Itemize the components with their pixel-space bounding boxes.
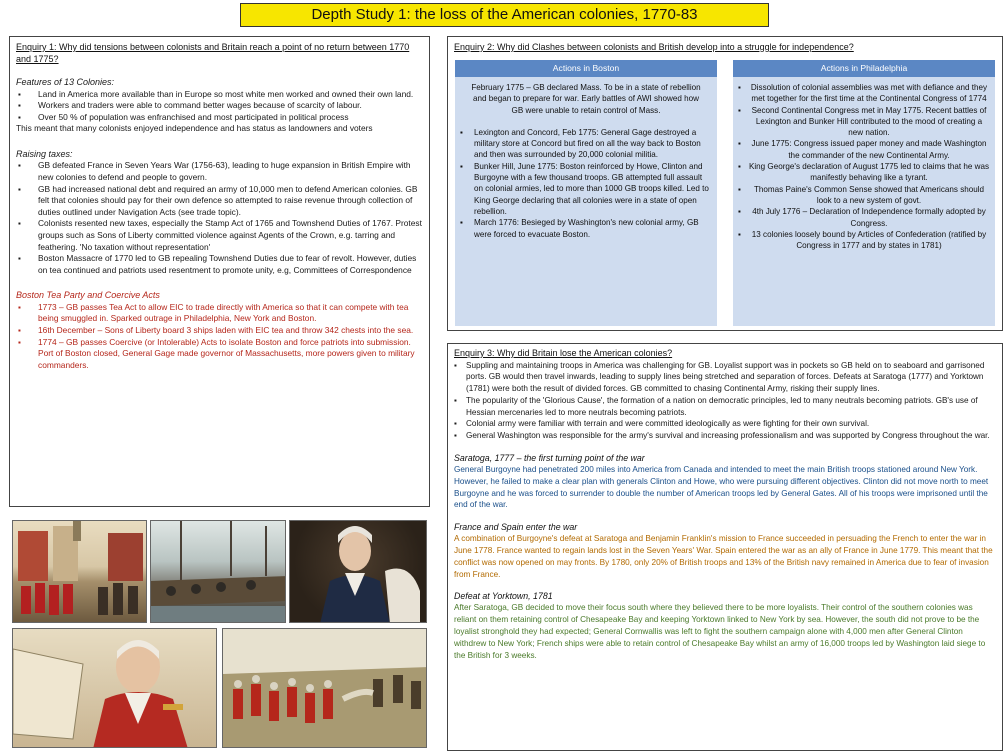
list-item: ▪ 1773 – GB passes Tea Act to allow EIC to trade directly with America so that it can compete with tea being smuggled in. Sparked outrage in Philadelphia, New York and Boston. (16, 302, 423, 325)
battle-scene-picture (222, 628, 427, 748)
enquiry3-heading: Enquiry 3: Why did Britain lose the American colonies? (454, 348, 673, 358)
tea-party-heading: Boston Tea Party and Coercive Acts (16, 290, 160, 301)
boston-column-header: Actions in Boston (455, 60, 717, 77)
yorktown-text: After Saratoga, GB decided to move their focus south where they believed there to be more loyalists. Their control of the southern colonies was reliant on them retaining control of Chesapeake Bay and keeping Yorktown linked to New York by sea. However, the south did not prove to be the loyalist stronghold they had expected; General Cornwallis was left to fight the southern campaign alone with 4,000 men after General Clinton withdrew to New York; French ships were able to retain control of Chesapeake Bay whilst an army of 16,000 troops led by Washington laid siege to the British for 3 weeks. (454, 603, 986, 660)
list-item: ▪ Land in America more available than in Europe so most white men worked and owned their own land. (16, 89, 423, 101)
list-item: ▪ 1774 – GB passes Coercive (or Intolerable) Acts to isolate Boston and force patriots into submission. Port of Boston closed, General Gage made governor of Massachusetts, more powers given to military commanders. (16, 337, 423, 372)
boston-tea-party-picture (150, 520, 286, 623)
saratoga-heading: Saratoga, 1777 – the first turning point of the war (454, 453, 645, 464)
list-item: ▪ 13 colonies loosely bound by Articles of Confederation (ratified by Congress in 1777 and by states in 1781) (738, 229, 990, 252)
list-item: ▪ Colonists resented new taxes, especially the Stamp Act of 1765 and Townshend Duties of 1767. Protest groups such as Sons of Liberty committed violence against Agents of the Crown, e.g. tarring and feathering. 'No taxation without representation' (16, 218, 423, 253)
list-item: ▪ Colonial army were familiar with terrain and were committed ideologically as were fighting for their own survival. (454, 418, 996, 430)
enquiry1-panel (9, 36, 430, 507)
boston-massacre-picture (12, 520, 147, 623)
list-item: ▪ King George's declaration of August 1775 led to claims that he was manifestly behaving like a tyrant. (738, 161, 990, 184)
tea-party-list (16, 302, 423, 372)
list-item: ▪ Boston Massacre of 1770 led to GB repealing Townshend Duties due to fear of revolt. However, duties on tea continued and patriots used resentment to promote unity, e.g, Committees of Correspondence (16, 253, 423, 276)
boston-intro: February 1775 – GB declared Mass. To be in a state of rebellion and began to prepare for war. Early battles of AWI showed how GB were unable to retain control of Mass. (471, 83, 701, 115)
list-item: ▪ Over 50 % of population was enfranchised and most participated in political process (16, 112, 423, 124)
list-item: ▪ General Washington was responsible for the army's survival and increasing professionalism and was supported by Congress throughout the war. (454, 430, 996, 442)
philadelphia-actions (738, 82, 990, 251)
list-item: ▪ June 1775: Congress issued paper money and made Washington the commander of the new Continental Army. (738, 138, 990, 161)
list-item: ▪ Dissolution of colonial assemblies was met with defiance and they met together for the first time at the Continental Congress of 1774 (738, 82, 990, 105)
list-item: ▪ Lexington and Concord, Feb 1775: General Gage destroyed a military store at Concord but fired on all the way back to Boston and then was surrounded by 20,000 colonial militia. (460, 127, 712, 161)
enquiry2-heading: Enquiry 2: Why did Clashes between colonists and British develop into a struggle for independence? (454, 42, 854, 52)
features-heading: Features of 13 Colonies: (16, 77, 115, 87)
list-item: ▪ March 1776: Besieged by Washington's new colonial army, GB were forced to evacuate Boston. (460, 217, 712, 240)
enquiry1-heading: Enquiry 1: Why did tensions between colonists and Britain reach a point of no return between 1770 and 1775? (16, 42, 410, 64)
george-washington-portrait (289, 520, 427, 623)
philadelphia-column-header: Actions in Philadelphia (733, 60, 995, 77)
list-item: ▪ Bunker Hill, June 1775: Boston reinforced by Howe, Clinton and Burgoyne with a few thousand troops. GB attempted full assault on colonial armies, led to more than 1000 GB troops killed. Led to King George declaring that all colonies were in a state of open rebellion. (460, 161, 712, 217)
features-list (16, 89, 423, 124)
features-summary: This meant that many colonists enjoyed independence and has status as landowners and voters (16, 123, 373, 134)
list-item: ▪ Second Continental Congress met in May 1775. Recent battles of Lexington and Bunker Hill contributed to the mood of creating a new nation. (738, 105, 990, 139)
list-item: ▪ 4th July 1776 – Declaration of Independence formally adopted by Congress. (738, 206, 990, 229)
taxes-list (16, 160, 423, 276)
france-heading: France and Spain enter the war (454, 522, 578, 533)
yorktown-heading: Defeat at Yorktown, 1781 (454, 591, 553, 602)
enquiry3-panel (447, 343, 1003, 751)
list-item: ▪ GB had increased national debt and required an army of 10,000 men to defend American colonies. GB felt that colonies should pay for their own defence so attempted to raise revenue through collection of duties outlined under Navigation Acts (see trade topic). (16, 184, 423, 219)
enquiry3-list (454, 360, 996, 443)
taxes-heading: Raising taxes: (16, 148, 73, 159)
saratoga-text: General Burgoyne had penetrated 200 miles into America from Canada and intended to meet the main British troops stationed around New York. However, he failed to make a clear plan with generals Clinton and Howe, who were pursuing different objectives. Clinton did not move north to meet Burgoyne and he was forced to surrender to double the number of American troops led by General Gates. All of his troops were imprisoned until the end of the war. (454, 465, 989, 510)
france-text: A combination of Burgoyne's defeat at Saratoga and Benjamin Franklin's mission to France succeeded in persuading the French to enter the war in June 1778. France wanted to regain lands lost in the Seven Years' War. Spain entered the war as an ally of France in June 1779. This meant that the conflict was now opened on may fronts. By 1780, only 20% of British troops and 13% of the British navy remained in America due to fear of invasion from France. (454, 534, 993, 579)
list-item: ▪ Workers and traders were able to command better wages because of scarcity of labour. (16, 100, 423, 112)
list-item: ▪ 16th December – Sons of Liberty board 3 ships laden with EIC tea and throw 342 chests into the sea. (16, 325, 423, 337)
boston-actions (460, 82, 712, 240)
page-title: Depth Study 1: the loss of the American colonies, 1770-83 (240, 3, 769, 27)
list-item: ▪ Thomas Paine's Common Sense showed that Americans should look to a new system of govt. (738, 184, 990, 207)
king-george-portrait (12, 628, 217, 748)
list-item: ▪ The popularity of the 'Glorious Cause', the formation of a nation on democratic principles, led to many neutrals becoming patriots. GB's use of Hessian mercenaries led to more neutrals becoming patriots. (454, 395, 996, 419)
list-item: ▪ Suppling and maintaining troops in America was challenging for GB. Loyalist support was in pockets so GB held on to seaboard and garrisoned ports. GB would then travel inwards, leading to supply lines being stretched and separation of forces. Defeats at Saratoga (1777) and Yorktown (1781) were both the result of divided forces. GB committed to chasing Continental Army, risking their supply lines. (454, 360, 996, 395)
list-item: ▪ GB defeated France in Seven Years War (1756-63), leading to huge expansion in British Empire with new colonies to defend and people to govern. (16, 160, 423, 183)
